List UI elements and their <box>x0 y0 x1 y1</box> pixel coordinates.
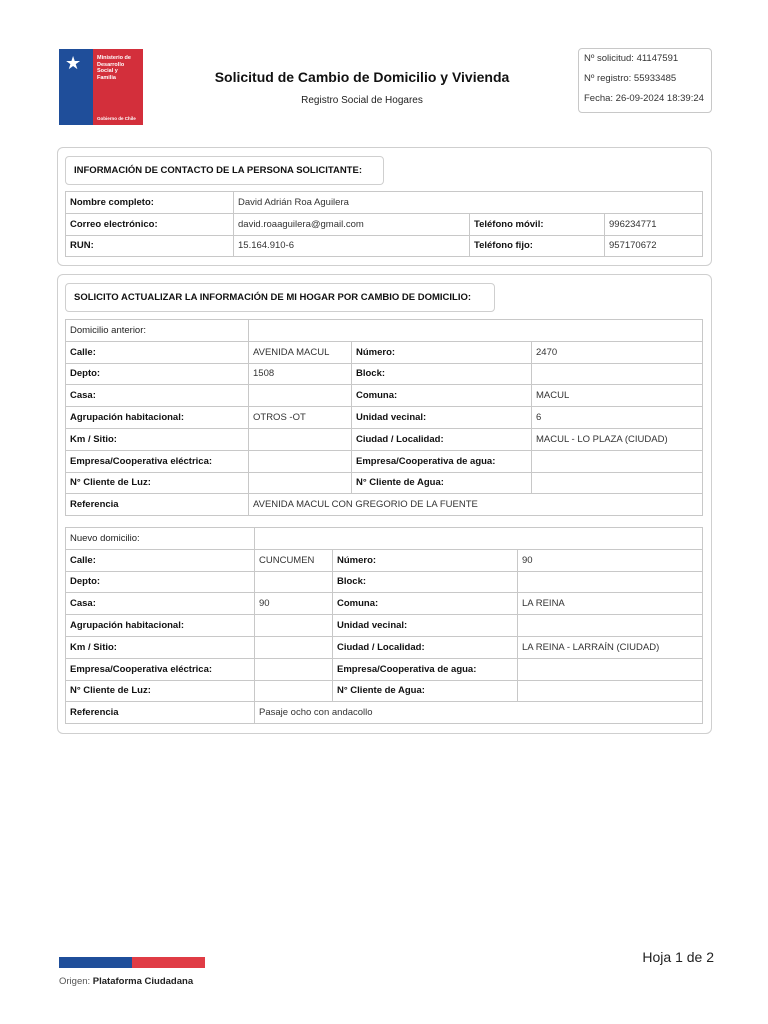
origin-label: Origen: <box>59 976 93 987</box>
field-label: N° Cliente de Agua: <box>352 472 532 494</box>
field-label: Unidad vecinal: <box>333 615 518 637</box>
nombre-value: David Adrián Roa Aguilera <box>234 192 703 214</box>
correo-value: david.roaaguilera@gmail.com <box>234 213 470 235</box>
field-value: MACUL - LO PLAZA (CIUDAD) <box>532 428 703 450</box>
referencia-value: Pasaje ocho con andacollo <box>255 702 703 724</box>
field-value <box>518 680 703 702</box>
referencia-value: AVENIDA MACUL CON GREGORIO DE LA FUENTE <box>249 494 703 516</box>
request-meta-box <box>578 48 712 113</box>
movil-label: Teléfono móvil: <box>470 213 605 235</box>
table-row <box>66 407 703 429</box>
field-value: CUNCUMEN <box>255 549 333 571</box>
registry-number: Nº registro: 55933485 <box>584 73 677 84</box>
table-row <box>66 472 703 494</box>
footer-bar-blue <box>59 957 132 968</box>
field-value: 1508 <box>249 363 352 385</box>
table-row <box>66 702 703 724</box>
field-label: Depto: <box>66 363 249 385</box>
field-label: Casa: <box>66 593 255 615</box>
logo-ministry-text: Ministerio de Desarrollo Social y Familia <box>97 55 131 81</box>
table-row <box>66 235 703 257</box>
field-value: 6 <box>532 407 703 429</box>
table-row <box>66 528 703 550</box>
table-row <box>66 320 703 342</box>
contact-table <box>65 191 703 257</box>
field-label: Empresa/Cooperativa eléctrica: <box>66 658 255 680</box>
page-title: Solicitud de Cambio de Domicilio y Vivienda <box>214 69 510 85</box>
field-value: 90 <box>518 549 703 571</box>
logo-government-text: Gobierno de Chile <box>97 116 136 121</box>
table-row <box>66 571 703 593</box>
field-value <box>249 385 352 407</box>
table-row <box>66 658 703 680</box>
origin-value: Plataforma Ciudadana <box>92 976 194 987</box>
field-value <box>255 571 333 593</box>
field-value <box>518 615 703 637</box>
table-row <box>66 680 703 702</box>
table-row <box>66 615 703 637</box>
table-row <box>66 593 703 615</box>
previous-address-table <box>65 319 703 516</box>
footer-color-bar <box>59 957 205 968</box>
field-label: N° Cliente de Agua: <box>333 680 518 702</box>
star-icon: ★ <box>65 53 82 73</box>
field-value <box>532 450 703 472</box>
field-value: LA REINA <box>518 593 703 615</box>
logo-red-block <box>93 49 143 125</box>
field-value <box>255 658 333 680</box>
field-label: Comuna: <box>333 593 518 615</box>
footer-bar-red <box>132 957 205 968</box>
field-label: Ciudad / Localidad: <box>352 428 532 450</box>
field-label: N° Cliente de Luz: <box>66 472 249 494</box>
run-label: RUN: <box>66 235 234 257</box>
field-label: Block: <box>352 363 532 385</box>
table-row <box>66 192 703 214</box>
new-address-heading: Nuevo domicilio: <box>66 528 255 550</box>
ministry-logo <box>59 49 143 125</box>
fijo-value: 957170672 <box>605 235 703 257</box>
run-value: 15.164.910-6 <box>234 235 470 257</box>
field-value <box>255 615 333 637</box>
field-value <box>255 680 333 702</box>
request-date: Fecha: 26-09-2024 18:39:24 <box>584 93 704 104</box>
field-value <box>249 472 352 494</box>
field-label: Agrupación habitacional: <box>66 615 255 637</box>
field-label: Agrupación habitacional: <box>66 407 249 429</box>
field-value <box>518 571 703 593</box>
field-label: Ciudad / Localidad: <box>333 636 518 658</box>
correo-label: Correo electrónico: <box>66 213 234 235</box>
table-row <box>66 341 703 363</box>
contact-section-title: INFORMACIÓN DE CONTACTO DE LA PERSONA SOLICITANTE: <box>65 156 384 185</box>
table-row <box>66 385 703 407</box>
page-subtitle: Registro Social de Hogares <box>301 95 423 106</box>
field-label: N° Cliente de Luz: <box>66 680 255 702</box>
field-label: Casa: <box>66 385 249 407</box>
table-row <box>66 428 703 450</box>
field-value <box>249 428 352 450</box>
field-label: Empresa/Cooperativa eléctrica: <box>66 450 249 472</box>
address-change-section-title: SOLICITO ACTUALIZAR LA INFORMACIÓN DE MI HOGAR POR CAMBIO DE DOMICILIO: <box>65 283 495 312</box>
field-value: MACUL <box>532 385 703 407</box>
referencia-label: Referencia <box>66 702 255 724</box>
field-label: Empresa/Cooperativa de agua: <box>333 658 518 680</box>
field-value <box>532 472 703 494</box>
field-label: Depto: <box>66 571 255 593</box>
field-value <box>249 450 352 472</box>
table-row <box>66 213 703 235</box>
fijo-label: Teléfono fijo: <box>470 235 605 257</box>
table-row <box>66 450 703 472</box>
table-row <box>66 549 703 571</box>
table-row <box>66 636 703 658</box>
field-label: Número: <box>352 341 532 363</box>
field-label: Km / Sitio: <box>66 428 249 450</box>
field-label: Calle: <box>66 549 255 571</box>
field-label: Empresa/Cooperativa de agua: <box>352 450 532 472</box>
table-row <box>66 363 703 385</box>
field-value: 90 <box>255 593 333 615</box>
field-value: 2470 <box>532 341 703 363</box>
referencia-label: Referencia <box>66 494 249 516</box>
empty-cell <box>255 528 703 550</box>
nombre-label: Nombre completo: <box>66 192 234 214</box>
movil-value: 996234771 <box>605 213 703 235</box>
field-value <box>532 363 703 385</box>
field-value <box>518 658 703 680</box>
field-label: Block: <box>333 571 518 593</box>
new-address-table <box>65 527 703 724</box>
page-number: Hoja 1 de 2 <box>642 949 714 965</box>
footer-origin <box>59 976 193 987</box>
field-label: Número: <box>333 549 518 571</box>
field-label: Km / Sitio: <box>66 636 255 658</box>
field-label: Comuna: <box>352 385 532 407</box>
field-value <box>255 636 333 658</box>
field-value: OTROS -OT <box>249 407 352 429</box>
field-value: LA REINA - LARRAÍN (CIUDAD) <box>518 636 703 658</box>
logo-blue-block <box>59 49 93 125</box>
empty-cell <box>249 320 703 342</box>
request-number: Nº solicitud: 41147591 <box>584 53 679 64</box>
table-row <box>66 494 703 516</box>
field-value: AVENIDA MACUL <box>249 341 352 363</box>
previous-address-heading: Domicilio anterior: <box>66 320 249 342</box>
field-label: Calle: <box>66 341 249 363</box>
field-label: Unidad vecinal: <box>352 407 532 429</box>
